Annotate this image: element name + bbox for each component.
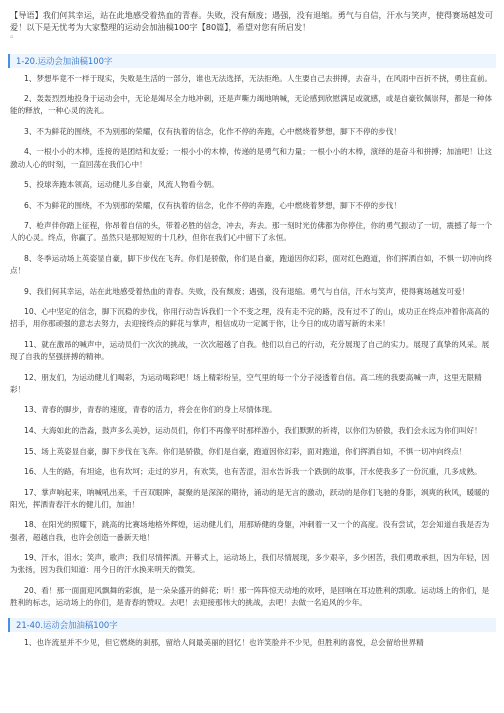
list-item: 17、掌声响起来，呐喊吼出来，千百双眼眸，凝聚的是深深的期待，涌动的是无言的激动，跃动的是你们飞驰的身影，飒爽的秋风，暖暖的阳光，挥洒青春汗水的健儿们，加油！ [10,487,490,509]
list-item: 16、人生的路，有坦途，也有坎坷；走过的岁月，有欢笑，也有苦涩，泪水告诉我一个跌倒的故事，汗水使我多了一份沉重，几多成熟。 [24,467,482,477]
list-item: 20、看！那一面面迎风飘舞的彩旗，是一朵朵盛开的鲜花；听！那一阵阵惊天动地的欢呼，是回响在耳边胜利的凯歌。运动场上的你们，是胜利的标志，运动场上的你们，是青春的赞叹。去吧！去迎接那伟大的挑战，去吧！去做一名追风的少年。 [10,585,490,607]
intro-paragraph: 【导语】我们何其幸运，站在此地感受着热血的青春。失败，没有颓废；遇强，没有退缩。勇气与自信，汗水与笑声，使得赛场越发可爱！以下是无忧考为大家整理的运动会加油稿100字【80篇】，希望对您有所启发！ [10,10,494,33]
list-item: 18、在阳光的照耀下，跳高的比赛场地格外辉煌，运动健儿们，用那矫健的身躯，冲刺着一又一个的高度。没有尝试，怎会知道自我是否为强者，超越自我，也许会创造一番新天地！ [10,520,490,542]
list-item: 6、不为鲜花的围绕，不为别那的荣耀，仅有执着的信念，化作不停的奔跑，心中燃烧着梦想，脚下不停的步伐！ [24,200,401,210]
list-item: 9、我们何其幸运，站在此地感受着热血的青春。失败，没有颓废；遇强，没有退缩。勇气与自信，汗水与笑声，使得赛场越发可爱！ [24,286,470,296]
list-item: 10、心中坚定的信念，脚下沉稳的步伐，你用行动告诉我们一个不变之理，没有走不完的路，没有过不了的山，成功正在终点冲着你高高的招手，用你那顽强的意志去努力，去迎接终点的鲜花与掌声，相信成功一定属于你，让今日的成功谱写新的未来！ [10,307,490,329]
list-item: 12、朋友们，为运动健儿们喝彩，为运动喝彩吧！场上精彩纷呈，空气里的每一个分子浸透着自信。高二班的我要高喊一声，这里无限精彩！ [10,372,482,394]
list-item: 19、汗水，泪水；笑声，歌声；我们尽情挥洒。开幕式上，运动场上，我们尽情展现，多少艰辛，多少困苦，我们勇敢承担，因为年轻，因为张扬，因为我们知道：用今日的汗水换来明天的微笑。 [10,553,490,575]
list-item: 1、也许流星并不少见，但它燃烧的刹那，留给人间最美丽的回忆！也许笑脸并不少见，但胜利的喜悦，总会留给世界精 [24,637,424,647]
list-item: 15、场上英姿显自豪，脚下步伐在飞奔。你们是骄傲，你们是自豪，跑道因你幻彩，面对跑道，你们挥洒自如，不惧一切冲向终点！ [24,446,467,456]
list-item: 8、冬季运动场上英姿显自豪，脚下步伐在飞奔。你们是骄傲，你们是自豪，跑道因你幻彩，面对红色跑道，你们挥洒自如，不惧一切冲向终点！ [10,254,493,276]
list-item: 3、不为鲜花的围绕，不为别那的荣耀，仅有执着的信念，化作不停的奔跑，心中燃烧着梦想，脚下不停的步伐！ [24,126,401,136]
list-item: 14、大海如此的浩淼，鼓声多么美妙，运动员们，你们不再像平时那样游小，我们默默的祈祷，以你们为骄傲，我们会永远为你们叫好！ [24,425,482,435]
list-item: 4、一根小小的木棒，连接的是团结和友爱；一根小小的木棒，传递的是勇气和力量；一根小小的木棒，演绎的是奋斗和拼搏；加油吧！让这激动人心的时刻，一直回荡在我们心中！ [10,147,493,169]
section-1-items [10,73,494,609]
anchor-mark: ▫ [10,33,14,40]
list-item: 5、投球奔跑本领高，运动健儿多自豪，风流人物看今朝。 [24,180,219,190]
list-item: 1、梦想毕竟不一样于现实，失败是生活的一部分，谁也无法选择，无法拒绝。人生要自己去拼搏，去奋斗，在风雨中百折不挠，勇往直前。 [24,73,493,83]
list-item: 2、轰轰烈烈地投身于运动会中，无论是竭尽全力地冲刺，还是声嘶力竭地呐喊，无论感到欣慰满足或就感，或是自豪钦佩崇拜，都是一种体能的释放，一种心灵的洗礼。 [10,94,493,116]
section-2-items [10,637,494,649]
section-heading-21-40[interactable]: 21-40.运动会加油稿100字 [8,618,496,632]
list-item: 13、青春的脚步，青春的速度，青春的活力，将会在你们的身上尽情体现。 [24,405,277,415]
list-item: 7、枪声伴你踏上征程，你昂着自信的头，带着必胜的信念，冲去，奔去。那一刻时光仿佛都为你停住，你的勇气振动了一切，震撼了每一个人的心灵。终点，你赢了。虽然只是那短短的十几秒，但你在我们心中留下了永恒。 [10,221,493,243]
list-item: 11、就在激昂的喊声中，运动员们一次次的挑战，一次次超越了自我。他们以自己的行动，充分展现了自己的实力。展现了真挚的风采。展现了自我的坚强拼搏的精神。 [10,340,490,362]
section-heading-1-20[interactable]: 1-20.运动会加油稿100字 [8,54,496,68]
